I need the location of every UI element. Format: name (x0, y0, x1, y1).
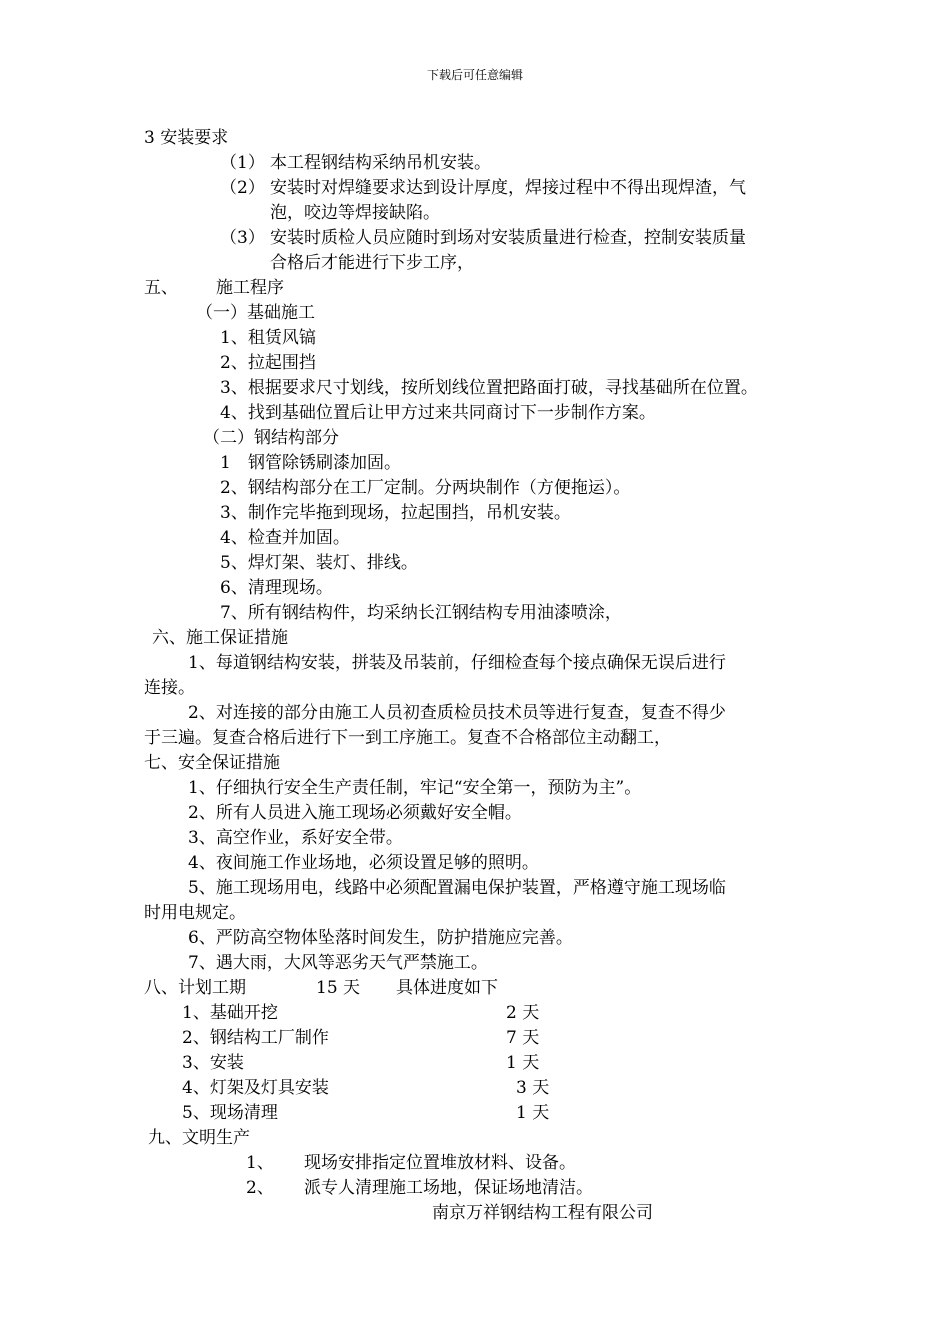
s5-subheading-1: （一）基础施工 (196, 303, 315, 323)
section-3-title: 3 安装要求 (144, 128, 229, 148)
s9-r2: 2、 派专人清理施工场地，保证场地清洁。 (246, 1178, 593, 1198)
s3-item-2-cont: 泡，咬边等焊接缺陷。 (270, 203, 440, 223)
s8-row-days: 2 天 (506, 1003, 540, 1023)
s7-q2: 2、所有人员进入施工现场必须戴好安全帽。 (188, 803, 522, 823)
s5-b1: 1 钢管除锈刷漆加固。 (220, 453, 401, 473)
s6-p2-cont: 于三遍。复查合格后进行下一到工序施工。复查不合格部位主动翻工， (144, 728, 671, 748)
s5-a4: 4、找到基础位置后让甲方过来共同商讨下一步制作方案。 (220, 403, 656, 423)
s7-q5: 5、施工现场用电，线路中必须配置漏电保护装置，严格遵守施工现场临 (188, 878, 726, 898)
s7-q4: 4、夜间施工作业场地，必须设置足够的照明。 (188, 853, 539, 873)
s5-b2: 2、钢结构部分在工厂定制。分两块制作（方便拖运）。 (220, 478, 631, 498)
s8-row-task: 1、基础开挖 (182, 1003, 278, 1023)
s6-p1-cont: 连接。 (144, 678, 195, 698)
s3-item-2: （2） 安装时对焊缝要求达到设计厚度，焊接过程中不得出现焊渣，气 (220, 178, 746, 198)
section-9-title: 九、文明生产 (148, 1128, 250, 1148)
s5-a2: 2、拉起围挡 (220, 353, 316, 373)
s5-b5: 5、焊灯架、装灯、排线。 (220, 553, 418, 573)
s7-q7: 7、遇大雨，大风等恶劣天气严禁施工。 (188, 953, 488, 973)
s8-row-task: 3、安装 (182, 1053, 244, 1073)
s7-q5-cont: 时用电规定。 (144, 903, 246, 923)
s8-row-days: 1 天 (516, 1103, 550, 1123)
s3-item-3-cont: 合格后才能进行下步工序， (270, 253, 474, 273)
s5-b4: 4、检查并加固。 (220, 528, 350, 548)
s8-row-task: 4、灯架及灯具安装 (182, 1078, 329, 1098)
s8-row-days: 1 天 (506, 1053, 540, 1073)
s9-r1: 1、 现场安排指定位置堆放材料、设备。 (246, 1153, 576, 1173)
section-8-title: 八、计划工期 15 天 具体进度如下 (144, 978, 498, 998)
s7-q6: 6、严防高空物体坠落时间发生，防护措施应完善。 (188, 928, 573, 948)
page-header: 下载后可任意编辑 (426, 68, 523, 82)
section-5-title: 五、 施工程序 (144, 278, 284, 298)
section-6-title: 六、施工保证措施 (152, 628, 288, 648)
s5-b6: 6、清理现场。 (220, 578, 333, 598)
s8-row-task: 2、钢结构工厂制作 (182, 1028, 329, 1048)
s3-item-1: （1） 本工程钢结构采纳吊机安装。 (220, 153, 491, 173)
company-signature: 南京万祥钢结构工程有限公司 (432, 1203, 653, 1223)
s5-b7: 7、所有钢结构件，均采纳长江钢结构专用油漆喷涂， (220, 603, 622, 623)
s8-row-days: 7 天 (506, 1028, 540, 1048)
s3-item-3: （3） 安装时质检人员应随时到场对安装质量进行检查，控制安装质量 (220, 228, 746, 248)
s6-p1: 1、每道钢结构安装，拼装及吊装前，仔细检查每个接点确保无误后进行 (188, 653, 726, 673)
s5-a1: 1、租赁风镐 (220, 328, 316, 348)
s6-p2: 2、对连接的部分由施工人员初查质检员技术员等进行复查，复查不得少 (188, 703, 726, 723)
s8-row-days: 3 天 (516, 1078, 550, 1098)
s7-q3: 3、高空作业，系好安全带。 (188, 828, 403, 848)
s7-q1: 1、仔细执行安全生产责任制，牢记“安全第一，预防为主”。 (188, 778, 642, 798)
s5-b3: 3、制作完毕拖到现场，拉起围挡，吊机安装。 (220, 503, 571, 523)
s5-subheading-2: （二）钢结构部分 (203, 428, 339, 448)
section-7-title: 七、安全保证措施 (144, 753, 280, 773)
s8-row-task: 5、现场清理 (182, 1103, 278, 1123)
s5-a3: 3、根据要求尺寸划线，按所划线位置把路面打破，寻找基础所在位置。 (220, 378, 758, 398)
